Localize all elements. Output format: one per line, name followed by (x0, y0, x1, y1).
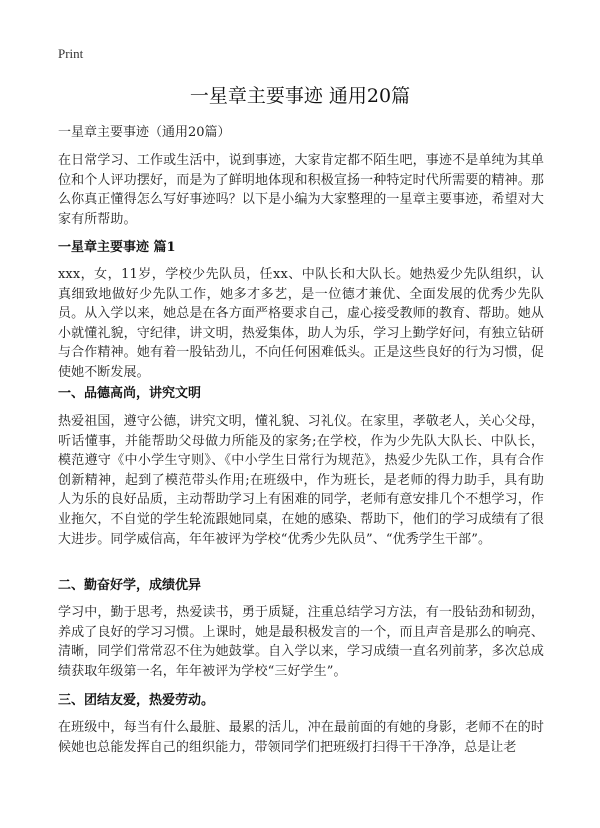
section-paragraph: xxx，女，11岁，学校少先队员，任xx、中队长和大队长。她热爱少先队组织，认真细致地做好少先队工作，她多才多艺，是一位德才兼优、全面发展的优秀少先队员。从入学以来，她总是在各方面严格要求自己，虚心接受教师的教育、帮助。她从小就懂礼貌，守纪律，讲文明，热爱集体，助人为乐，学习上勤学好问，有独立钻研与合作精神。她有着一股钻劲儿，不向任何困难低头。正是这些良好的行为习惯，促使她不断发展。 (58, 267, 544, 380)
intro-paragraph: 在日常学习、工作或生活中，说到事迹，大家肯定都不陌生吧，事迹不是单纯为其单位和个人评功摆好，而是为了鲜明地体现和积极宣扬一种特定时代所需要的精神。那么你真正懂得怎么写好事迹吗？以下是小编为大家整理的一星章主要事迹，希望对大家有所帮助。 (58, 153, 544, 227)
section-heading: 二、勤奋好学，成绩优异 (58, 578, 202, 593)
section-heading: 三、团结友爱，热爱劳动。 (58, 693, 215, 708)
document-subtitle: 一星章主要事迹（通用20篇） (58, 125, 231, 140)
section-heading: 一星章主要事迹 篇1 (58, 240, 176, 255)
section-paragraph: 在班级中，每当有什么最脏、最累的活儿，冲在最前面的有她的身影，老师不在的时候她也总能发挥自己的组织能力，带领同学们把班级打扫得干干净净，总是让老 (58, 720, 544, 755)
print-link[interactable]: Print (58, 46, 84, 61)
page-title: 一星章主要事迹 通用20篇 (189, 85, 411, 107)
section-paragraph: 热爱祖国，遵守公德，讲究文明，懂礼貌、习礼仪。在家里，孝敬老人，关心父母，听话懂事，并能帮助父母做力所能及的家务;在学校，作为少先队大队长、中队长，模范遵守《中小学生守则》、《中小学生日常行为规范》，热爱少先队工作，具有合作创新精神，起到了模范带头作用;在班级中，作为班长，是老师的得力助手，具有助人为乐的良好品质，主动帮助学习上有困难的同学，老师有意安排几个不想学习，作业拖欠，不自觉的学生轮流跟她同桌，在她的感染、帮助下，他们的学习成绩有了很大进步。同学威信高，年年被评为学校“优秀少先队员”、“优秀学生干部”。 (58, 414, 544, 547)
section-paragraph: 学习中，勤于思考，热爱读书，勇于质疑，注重总结学习方法，有一股钻劲和韧劲，养成了良好的学习习惯。上课时，她是最积极发言的一个，而且声音是那么的响亮、清晰，同学们常常忍不住为她鼓掌。自入学以来，学习成绩一直名列前茅，多次总成绩获取年级第一名，年年被评为学校“三好学生”。 (58, 605, 544, 679)
section-heading: 一、品德高尚，讲究文明 (58, 386, 202, 401)
